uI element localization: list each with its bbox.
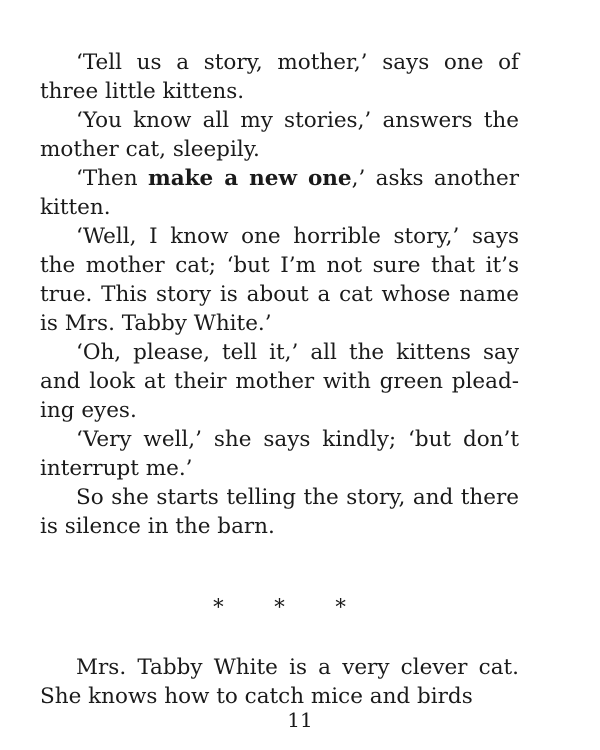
- paragraph-5: ‘Oh, please, tell it,’ all the kittens say and look at their mother with green pleading eyes.: [40, 340, 519, 423]
- bold-phrase: make a new one: [147, 166, 352, 191]
- paragraph-2: ‘You know all my stories,’ answers the mother cat, sleepily.: [40, 108, 519, 162]
- page-number: 11: [287, 708, 313, 732]
- paragraph-7: So she starts telling the story, and there is silence in the barn.: [40, 485, 519, 539]
- story-text: [40, 48, 519, 711]
- paragraph-8: Mrs. Tabby White is a very clever cat. She knows how to catch mice and birds: [40, 655, 519, 709]
- paragraph-3: [40, 164, 519, 222]
- paragraph-3-start: ‘Then: [76, 166, 148, 191]
- paragraph-1: ‘Tell us a story, mother,’ says one of three little kittens.: [40, 50, 519, 104]
- section-separator: * * *: [213, 595, 368, 619]
- paragraph-6: ‘Very well,’ she says kindly; ‘but don’t interrupt me.’: [40, 427, 519, 481]
- paragraph-3-end: ,’ asks another kitten.: [40, 166, 519, 220]
- paragraph-4: ‘Well, I know one horrible story,’ says the mother cat; ‘but I’m not sure that it’s true. This story is about a cat whose name is Mrs. Tabby White.’: [40, 224, 519, 336]
